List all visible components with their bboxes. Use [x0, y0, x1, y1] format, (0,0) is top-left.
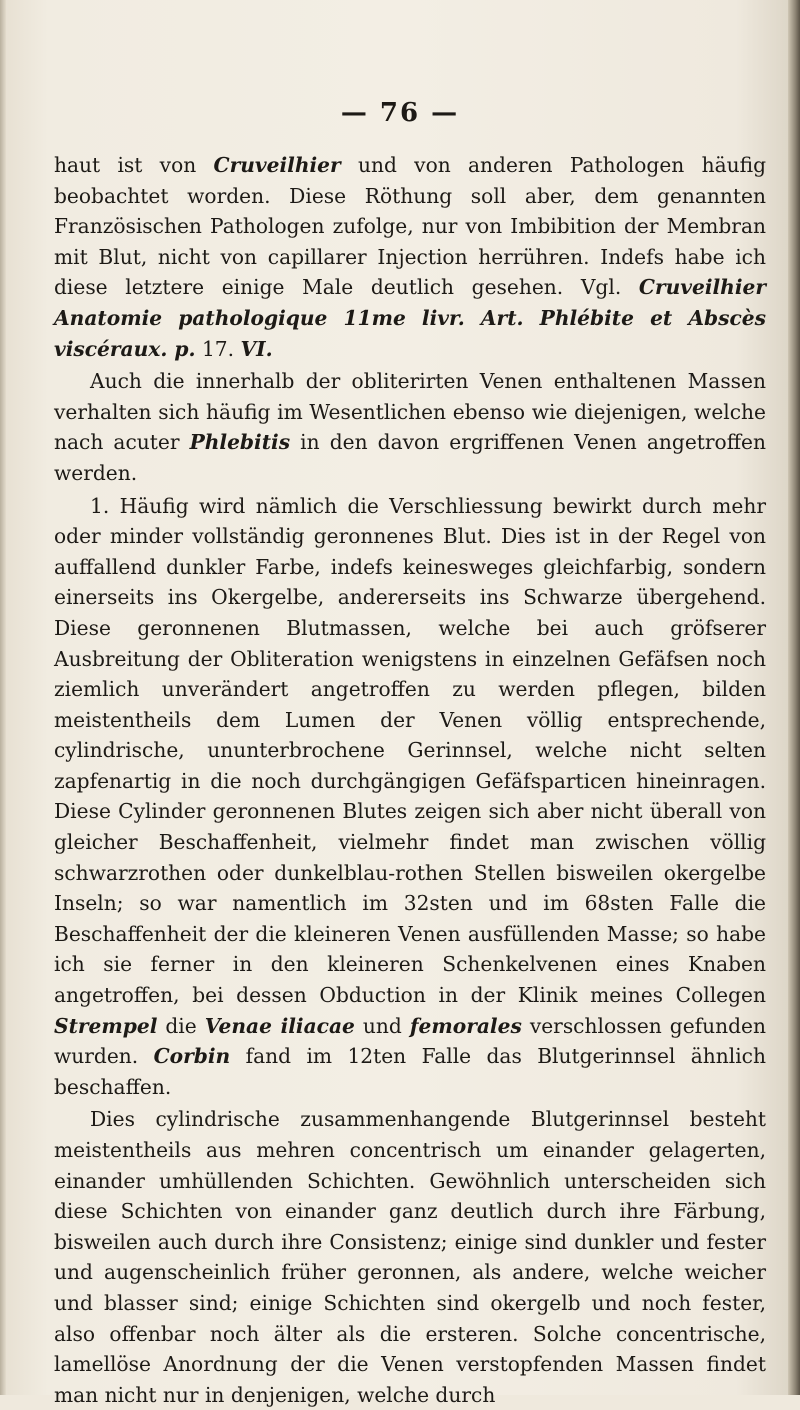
- italic-term: Cruveilhier Anatomie pathologique 11me livr. Art. Phlébite et Abscès viscéraux. p.: [54, 275, 766, 361]
- italic-term: Corbin: [153, 1044, 231, 1069]
- paragraph-3: [54, 491, 766, 1103]
- body-text: [54, 150, 766, 1410]
- italic-term: Phlebitis: [189, 430, 291, 455]
- italic-term: VI.: [240, 336, 273, 361]
- text-run: und: [354, 1013, 410, 1038]
- text-run: die: [157, 1013, 205, 1038]
- page-number: — 76 —: [340, 98, 460, 128]
- text-run: 1. Häufig wird nämlich die Verschliessung bewirkt durch mehr oder minder vollständig geronnenes Blut. Dies ist in der Regel von auffallend dunkler Farbe, indefs keinesweges gleichfarbig, sondern einerseits ins Okergelbe, andererseits ins Schwarze übergehend. Diese geronnenen Blutmassen, welche bei auch gröfserer Ausbreitung der Obliteration wenigstens in einzelnen Gefäfsen noch ziemlich unverändert angetroffen zu werden pflegen, bilden meistentheils dem Lumen der Venen völlig entsprechende, cylindrische, ununterbrochene Gerinnsel, welche nicht selten zapfenartig in die noch durchgängigen Gefäfsparticen hineinragen. Diese Cylinder geronnenen Blutes zeigen sich aber nicht überall von gleicher Beschaffenheit, vielmehr findet man zwischen völlig schwarzrothen oder dunkelblau-rothen Stellen bisweilen okergelbe Inseln; so war namentlich im 32sten und im 68sten Falle die Beschaffenheit der die kleineren Venen ausfüllenden Masse; so habe ich sie ferner in den kleineren Schenkelvenen eines Knaben angetroffen, bei dessen Obduction in der Klinik meines Collegen: [54, 493, 766, 1008]
- text-run: 17.: [195, 336, 241, 361]
- text-run: Dies cylindrische zusammenhangende Blutgerinnsel besteht meistentheils aus mehren concentrisch um einander gelagerten, einander umhüllenden Schichten. Gewöhnlich unterscheiden sich diese Schichten von einander ganz deutlich durch ihre Färbung, bisweilen auch durch ihre Consistenz; einige sind dunkler und fester und augenscheinlich früher geronnen, als andere, welche weicher und blasser sind; einige Schichten sind okergelb und noch fester, also offenbar noch älter als die ersteren. Solche concentrische, lamellöse Anordnung der die Venen verstopfenden Massen findet man nicht nur in denjenigen, welche durch: [54, 1107, 766, 1407]
- page-left-edge: [0, 0, 6, 1395]
- italic-term: Cruveilhier: [213, 153, 341, 177]
- paragraph-4: [54, 1104, 766, 1410]
- italic-term: Strempel: [54, 1013, 158, 1038]
- text-run: fand im 12ten Falle das Blutgerinnsel ähnlich beschaffen.: [54, 1044, 766, 1099]
- text-run: verschlossen gefunden wurden.: [54, 1013, 766, 1069]
- paragraph-1: [54, 150, 766, 364]
- italic-term: Venae iliacae: [204, 1013, 355, 1038]
- page-right-edge: [788, 0, 800, 1395]
- text-run: und von anderen Pathologen häufig beobachtet worden. Diese Röthung soll aber, dem genannten Französischen Pathologen zufolge, nur von Imbibition der Membran mit Blut, nicht von capillarer Injection herrühren. Indefs habe ich diese letztere einige Male deutlich gesehen. Vgl.: [54, 153, 766, 300]
- text-run: haut ist von: [54, 153, 214, 177]
- text-run: Auch die innerhalb der obliterirten Venen enthaltenen Massen verhalten sich häufig im Wesentlichen ebenso wie diejenigen, welche nach acuter: [54, 369, 766, 455]
- paragraph-2: [54, 366, 766, 488]
- italic-term: femorales: [409, 1013, 522, 1038]
- text-run: in den davon ergriffenen Venen angetroffen werden.: [54, 430, 767, 485]
